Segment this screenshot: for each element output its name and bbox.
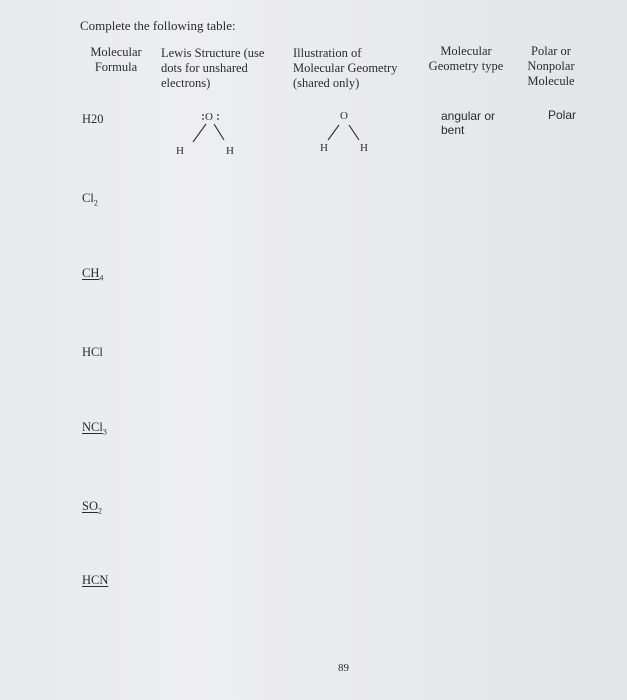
- header-formula-line: Molecular: [90, 45, 142, 59]
- worksheet-title: Complete the following table:: [80, 18, 236, 33]
- bond-line: [349, 125, 359, 140]
- header-molecular-geometry: [424, 44, 508, 74]
- lewis-left-atom: H: [176, 145, 184, 157]
- lone-pair-dot: [217, 114, 219, 116]
- formula-text: SO: [82, 499, 98, 513]
- formula-hcn: [82, 573, 108, 588]
- lone-pair-dot: [202, 114, 204, 116]
- header-illustration-line: Molecular Geometry: [293, 61, 398, 75]
- header-geometry-line: Molecular: [440, 44, 492, 58]
- header-molecular-formula: [86, 45, 146, 75]
- illustration-left-atom: H: [320, 142, 328, 154]
- formula-h2o: [82, 112, 104, 127]
- geometry-answer-h2o: [441, 109, 495, 137]
- formula-text: HCN: [82, 573, 109, 587]
- polarity-answer-h2o: Polar: [548, 108, 577, 122]
- lone-pair-dot: [202, 118, 204, 120]
- formula-subscript: 2: [97, 506, 102, 516]
- page-number: 89: [338, 662, 349, 674]
- formula-subscript: 2: [93, 198, 98, 208]
- formula-subscript: 4: [99, 273, 104, 283]
- formula-hcl: [82, 345, 103, 360]
- formula-text: CH: [82, 266, 100, 280]
- bond-line: [328, 125, 339, 140]
- header-illustration-line: Illustration of: [293, 46, 362, 60]
- header-lewis-structure: [161, 46, 264, 91]
- header-polarity-line: Molecule: [527, 74, 575, 88]
- header-geometry-line: Geometry type: [428, 59, 504, 73]
- header-lewis-line: dots for unshared: [161, 61, 248, 75]
- header-polarity-line: Nonpolar: [527, 59, 575, 73]
- illustration-right-atom: H: [360, 142, 368, 154]
- bond-line: [193, 124, 206, 142]
- header-illustration-line: (shared only): [293, 76, 360, 90]
- header-illustration: [293, 46, 397, 91]
- header-polarity: [522, 44, 580, 89]
- formula-text: Cl: [82, 191, 94, 205]
- lewis-right-atom: H: [226, 145, 234, 157]
- lone-pair-dot: [217, 118, 219, 120]
- formula-ch4: [82, 266, 103, 283]
- formula-text: H20: [82, 112, 104, 126]
- header-formula-line: Formula: [94, 60, 138, 74]
- lewis-center-atom: O: [205, 111, 213, 123]
- formula-subscript: 3: [102, 427, 107, 437]
- header-lewis-line: Lewis Structure (use: [161, 46, 265, 60]
- illustration-center-atom: O: [340, 110, 348, 122]
- formula-cl2: [82, 191, 98, 208]
- header-polarity-line: Polar or: [531, 44, 571, 58]
- bond-line: [214, 124, 224, 140]
- geometry-answer-line: angular or: [441, 109, 496, 123]
- formula-ncl3: [82, 420, 107, 437]
- formula-text: NCl: [82, 420, 103, 434]
- formula-text: HCl: [82, 345, 103, 359]
- formula-so2: [82, 499, 102, 516]
- header-lewis-line: electrons): [161, 76, 211, 90]
- geometry-answer-line: bent: [441, 123, 465, 137]
